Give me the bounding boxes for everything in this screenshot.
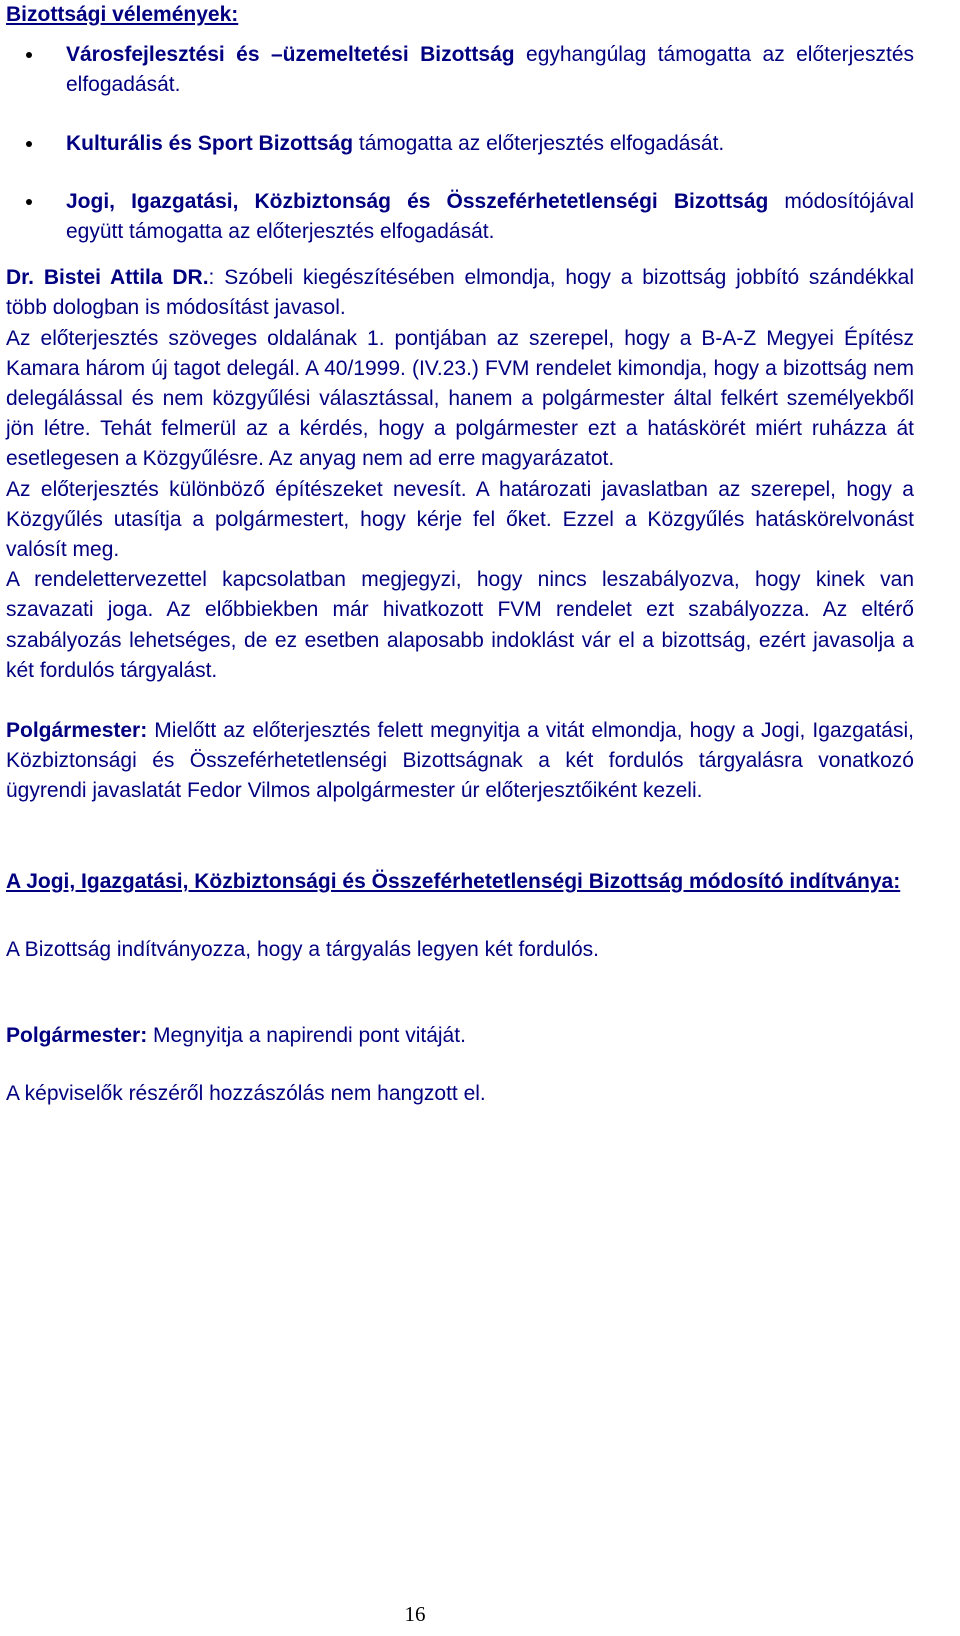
- speech-text: Szóbeli kiegészítésében elmondja, hogy a bizottság jobbító szándékkal több dologban is módosítást javasol.: [6, 266, 914, 320]
- document-page: [6, 0, 914, 1109]
- mayor-paragraph: [6, 1021, 914, 1051]
- section-heading: Bizottsági vélemények:: [6, 3, 239, 26]
- speech-text: Mielőtt az előterjesztés felett megnyitja a vitát elmondja, hogy a Jogi, Igazgatási, Közbiztonsági és Összeférhetetlenségi Bizottságnak a két fordulós tárgyalásra vonatkozó ügyrendi javaslatát Fedor Vilmos alpolgármester úr előterjesztőiként kezeli.: [6, 719, 914, 803]
- committee-name: Kulturális és Sport Bizottság: [66, 131, 354, 155]
- committee-opinion: módosítójával együtt támogatta az előterjesztés elfogadását.: [66, 189, 914, 244]
- amendment-heading: A Jogi, Igazgatási, Közbiztonsági és Összeférhetetlenségi Bizottság módosító indítványa:: [6, 869, 901, 893]
- list-item: [6, 129, 914, 159]
- committee-name: Jogi, Igazgatási, Közbiztonság és Összeférhetetlenségi Bizottság: [66, 189, 769, 213]
- list-item: [6, 187, 914, 247]
- closing-text: A képviselők részéről hozzászólás nem hangzott el.: [6, 1082, 486, 1106]
- committee-opinions-list: [6, 40, 914, 247]
- mayor-paragraph: [6, 716, 914, 807]
- list-item: [6, 40, 914, 100]
- bullet-icon: [26, 199, 32, 205]
- speech-paragraph: [6, 263, 914, 323]
- amendment-text: A Bizottság indítványozza, hogy a tárgyalás legyen két fordulós.: [6, 937, 600, 961]
- speaker-name: Polgármester:: [6, 719, 148, 743]
- committee-name: Városfejlesztési és –üzemeltetési Bizottság: [66, 43, 515, 67]
- speaker-name: Polgármester:: [6, 1024, 148, 1048]
- speaker-colon: :: [208, 266, 215, 290]
- speech-paragraph: Az előterjesztés különböző építészeket nevesít. A határozati javaslatban az szerepel, hogy a Közgyűlés utasítja a polgármestert, hogy kérje fel őket. Ezzel a Közgyűlés hatáskörelvonást valósít meg.: [6, 477, 914, 562]
- speaker-name: Dr. Bistei Attila DR.: [6, 266, 209, 290]
- speech-text: Megnyitja a napirendi pont vitáját.: [147, 1024, 466, 1048]
- bullet-icon: [26, 141, 32, 147]
- speech-paragraph: A rendelettervezettel kapcsolatban megjegyzi, hogy nincs leszabályozva, hogy kinek van szavazati joga. Az előbbiekben már hivatkozott FVM rendelet ezt szabályozza. Az eltérő szabályozás lehetséges, de ez esetben alaposabb indoklást vár el a bizottság, ezért javasolja a két fordulós tárgyalást.: [6, 568, 914, 682]
- bullet-icon: [26, 52, 32, 58]
- page-number: 16: [404, 1602, 426, 1626]
- committee-opinion: egyhangúlag támogatta az előterjesztés elfogadását.: [66, 43, 915, 97]
- speech-paragraph: Az előterjesztés szöveges oldalának 1. pontjában az szerepel, hogy a B-A-Z Megyei Építész Kamara három új tagot delegál. A 40/1999. (IV.23.) FVM rendelet kimondja, hogy a bizottság nem delegálással és nem közgyűlési választással, hanem a polgármester által felkért személyekből jön létre. Tehát felmerül az a kérdés, hogy a polgármester ezt a hatáskörét miért ruházza át esetlegesen a Közgyűlésre. Az anyag nem ad erre magyarázatot.: [6, 326, 914, 471]
- committee-opinion: támogatta az előterjesztés elfogadását.: [353, 131, 725, 155]
